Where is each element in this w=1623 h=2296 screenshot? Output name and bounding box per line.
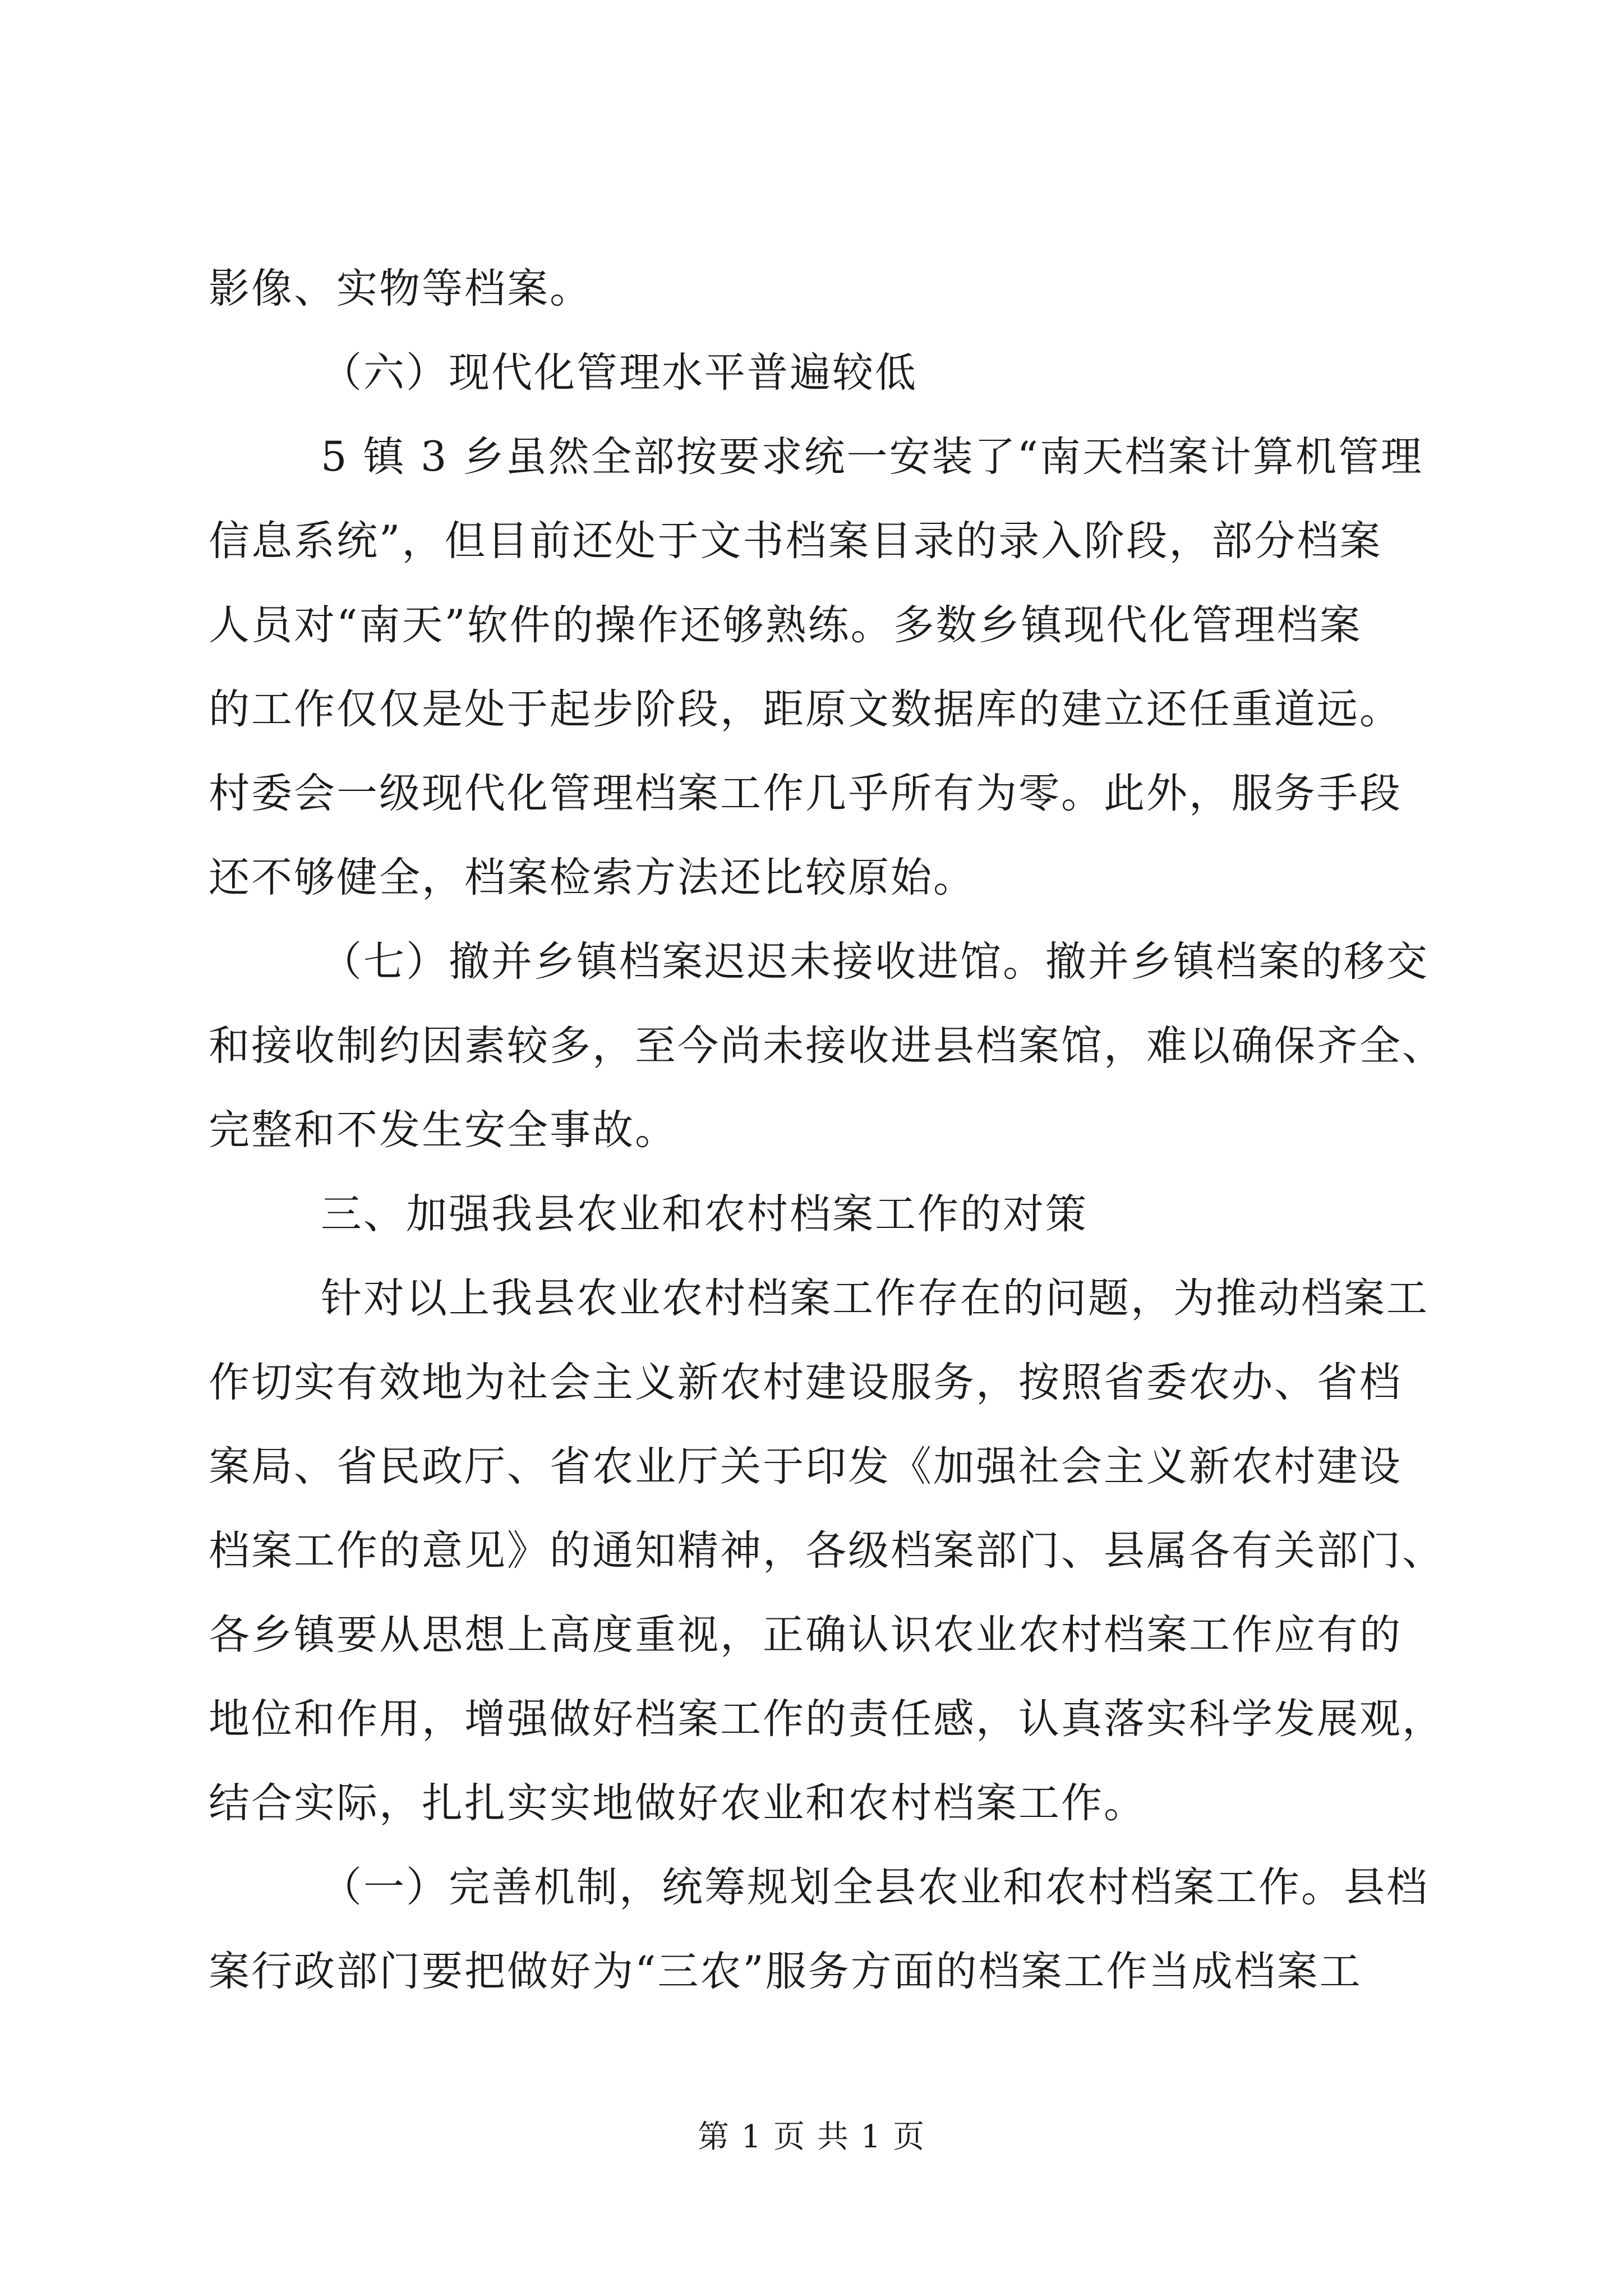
text-line: 5 镇 3 乡虽然全部按要求统一安装了“南天档案计算机管理	[321, 433, 1423, 481]
text-line: 和接收制约因素较多，至今尚未接收进县档案馆，难以确保齐全、	[209, 1022, 1445, 1070]
text-line: 作切实有效地为社会主义新农村建设服务，按照省委农办、省档	[209, 1359, 1402, 1406]
section-heading-three: 三、加强我县农业和农村档案工作的对策	[321, 1190, 1088, 1238]
text-line: 档案工作的意见》的通知精神，各级档案部门、县属各有关部门、	[209, 1527, 1445, 1575]
text-line: 结合实际，扎扎实实地做好农业和农村档案工作。	[209, 1779, 1146, 1827]
text-line: 村委会一级现代化管理档案工作几乎所有为零。此外，服务手段	[209, 770, 1402, 817]
text-line: 信息系统”，但目前还处于文书档案目录的录入阶段，部分档案	[209, 517, 1382, 565]
section-heading-one: （一）完善机制，统筹规划全县农业和农村档案工作。县档	[321, 1864, 1429, 1911]
text-line: 案行政部门要把做好为“三农”服务方面的档案工作当成档案工	[209, 1948, 1362, 1995]
text-line: 完整和不发生安全事故。	[209, 1106, 677, 1154]
page-footer	[0, 2118, 1623, 2157]
text-line: 的工作仅仅是处于起步阶段，距原文数据库的建立还任重道远。	[209, 685, 1402, 733]
section-heading-seven: （七）撤并乡镇档案迟迟未接收进馆。撤并乡镇档案的移交	[321, 938, 1429, 986]
text-line: 地位和作用，增强做好档案工作的责任感，认真落实科学发展观，	[209, 1695, 1445, 1743]
text-line: 人员对“南天”软件的操作还够熟练。多数乡镇现代化管理档案	[209, 601, 1362, 649]
document-body	[209, 247, 1445, 2014]
text-line: 影像、实物等档案。	[209, 265, 592, 312]
page-number: 第 1 页 共 1 页	[697, 2119, 926, 2155]
text-line: 还不够健全，档案检索方法还比较原始。	[209, 854, 976, 901]
text-line: 各乡镇要从思想上高度重视，正确认识农业农村档案工作应有的	[209, 1611, 1402, 1659]
text-line: 针对以上我县农业农村档案工作存在的问题，为推动档案工	[321, 1274, 1429, 1322]
text-line: 案局、省民政厅、省农业厅关于印发《加强社会主义新农村建设	[209, 1443, 1402, 1490]
section-heading-six: （六）现代化管理水平普遍较低	[321, 349, 917, 397]
